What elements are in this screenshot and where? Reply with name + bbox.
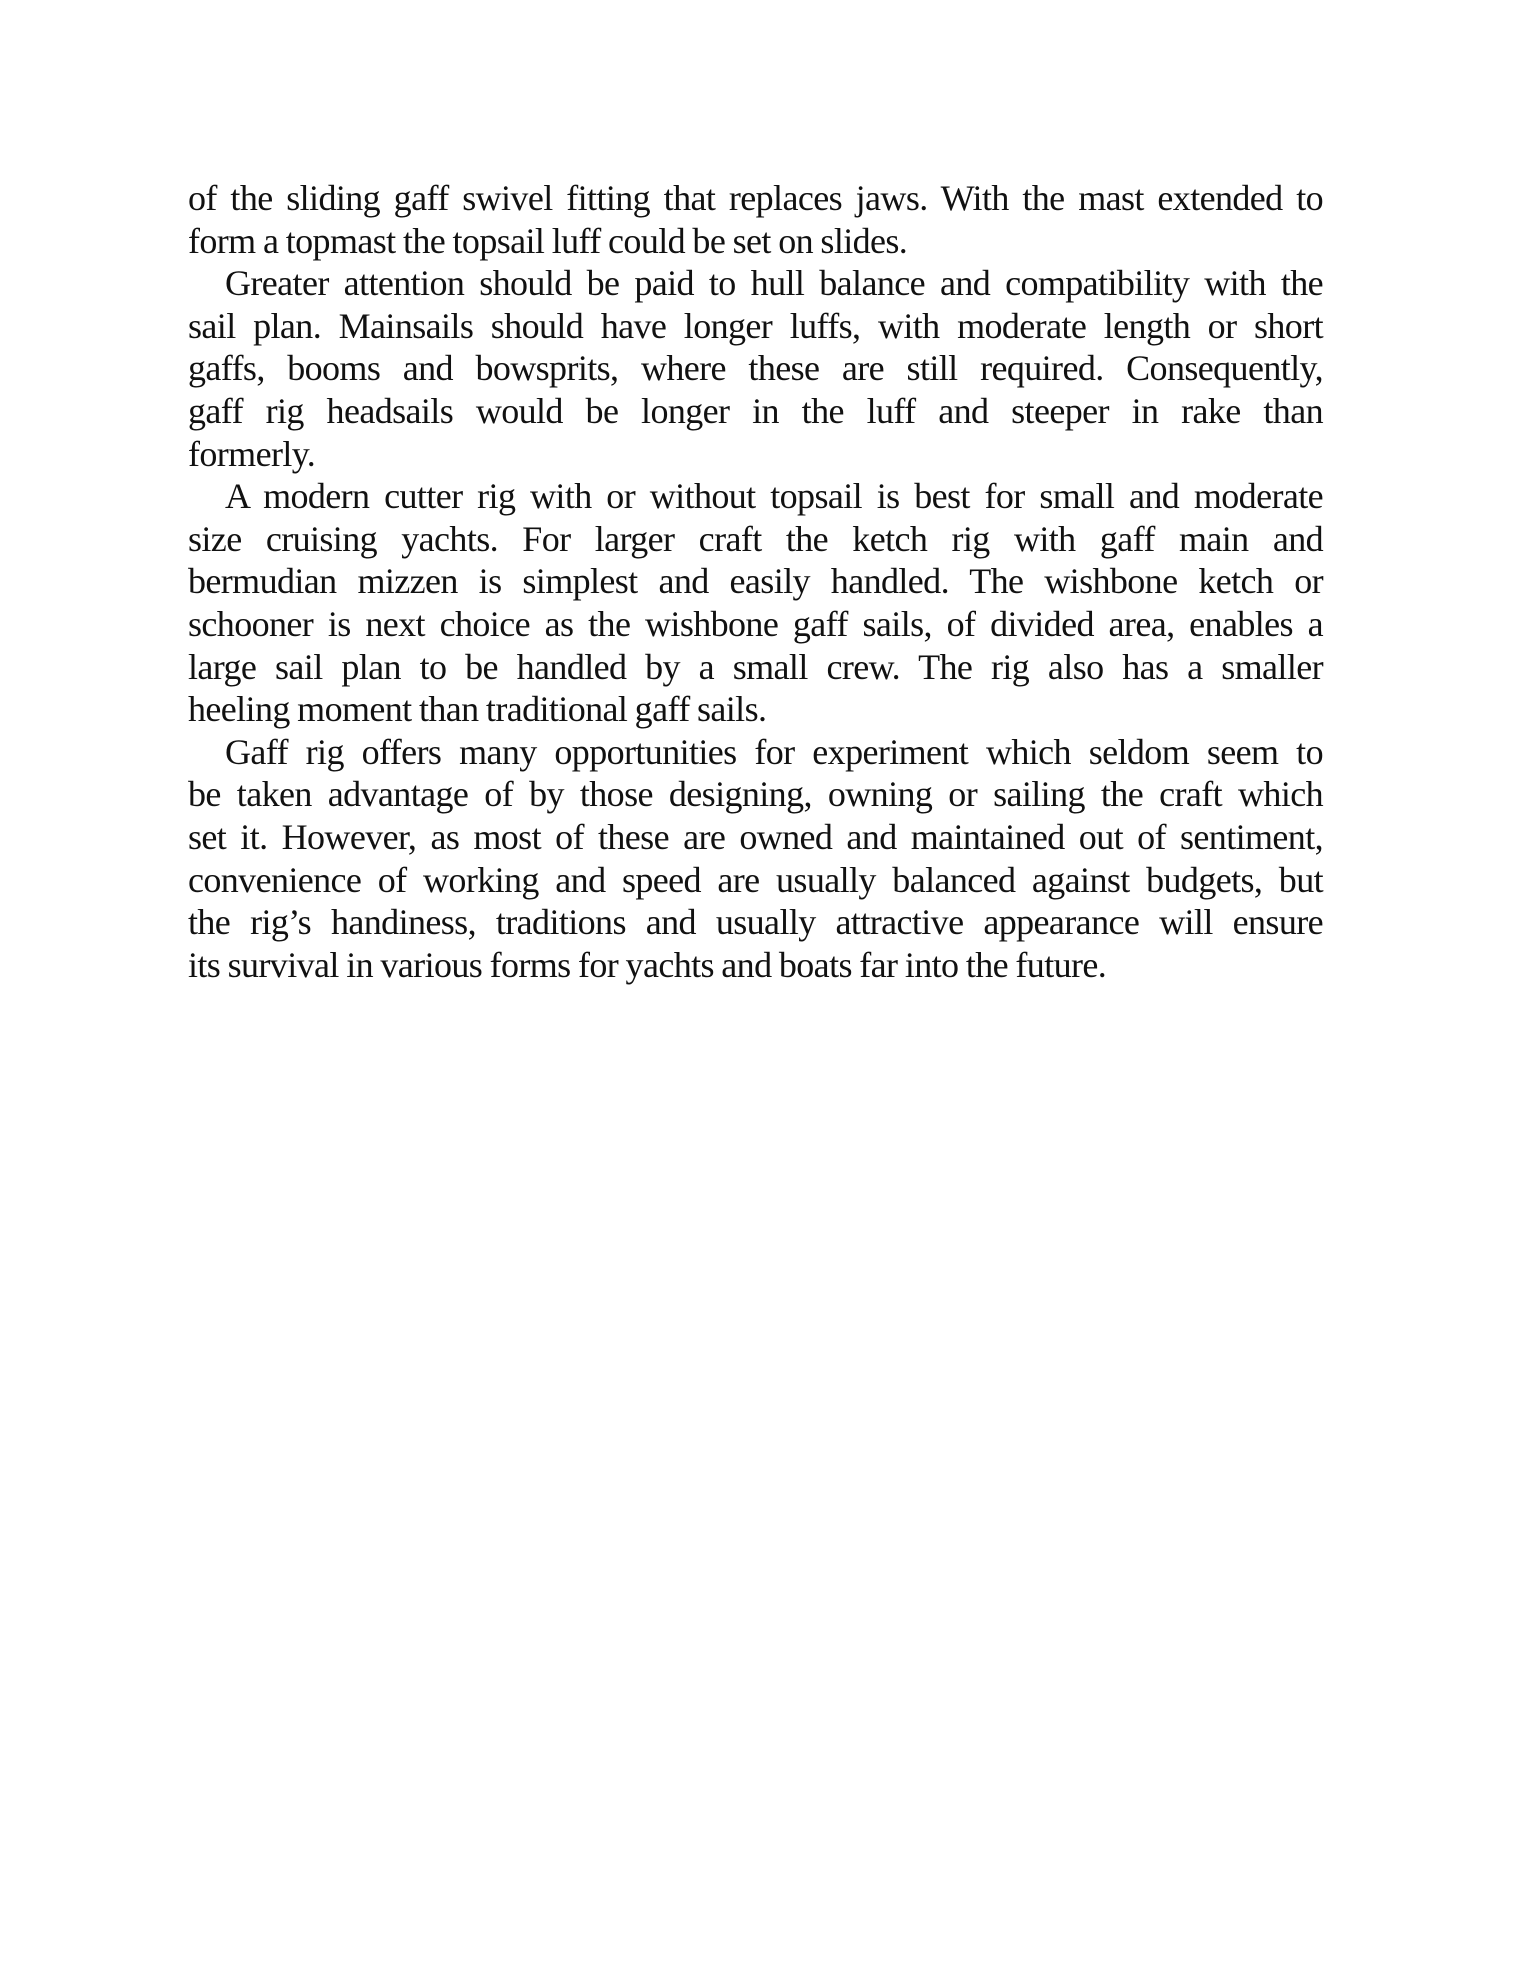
text-line: Greater attention should be paid to hull balance and compatibility with the [225, 263, 1323, 304]
paragraph [188, 262, 1323, 475]
text-line: be taken advantage of by those designing, owning or sailing the craft which [188, 774, 1323, 815]
text-line: formerly. [188, 433, 316, 474]
page-body-text [188, 177, 1323, 986]
text-line: convenience of working and speed are usually balanced against budgets, but [188, 859, 1323, 900]
text-line: its survival in various forms for yachts and boats far into the future. [188, 944, 1107, 985]
text-line: set it. However, as most of these are owned and maintained out of sentiment, [188, 816, 1323, 857]
text-line: large sail plan to be handled by a small crew. The rig also has a smaller [188, 646, 1323, 687]
text-line: the rig’s handiness, traditions and usually attractive appearance will ensure [188, 902, 1323, 943]
text-line: gaffs, booms and bowsprits, where these are still required. Consequently, [188, 348, 1323, 389]
text-line: heeling moment than traditional gaff sails. [188, 689, 767, 730]
paragraph [188, 177, 1323, 262]
text-line: size cruising yachts. For larger craft the ketch rig with gaff main and [188, 518, 1323, 559]
text-line: A modern cutter rig with or without topsail is best for small and moderate [225, 476, 1323, 517]
text-line: form a topmast the topsail luff could be set on slides. [188, 220, 908, 261]
text-line: bermudian mizzen is simplest and easily handled. The wishbone ketch or [188, 561, 1323, 602]
paragraph [188, 475, 1323, 731]
text-line: gaff rig headsails would be longer in the luff and steeper in rake than [188, 390, 1323, 431]
text-line: schooner is next choice as the wishbone gaff sails, of divided area, enables a [188, 603, 1323, 644]
text-line: sail plan. Mainsails should have longer luffs, with moderate length or short [188, 305, 1323, 346]
text-line: Gaff rig offers many opportunities for experiment which seldom seem to [225, 731, 1323, 772]
text-line: of the sliding gaff swivel fitting that replaces jaws. With the mast extended to [188, 178, 1323, 218]
paragraph [188, 731, 1323, 987]
